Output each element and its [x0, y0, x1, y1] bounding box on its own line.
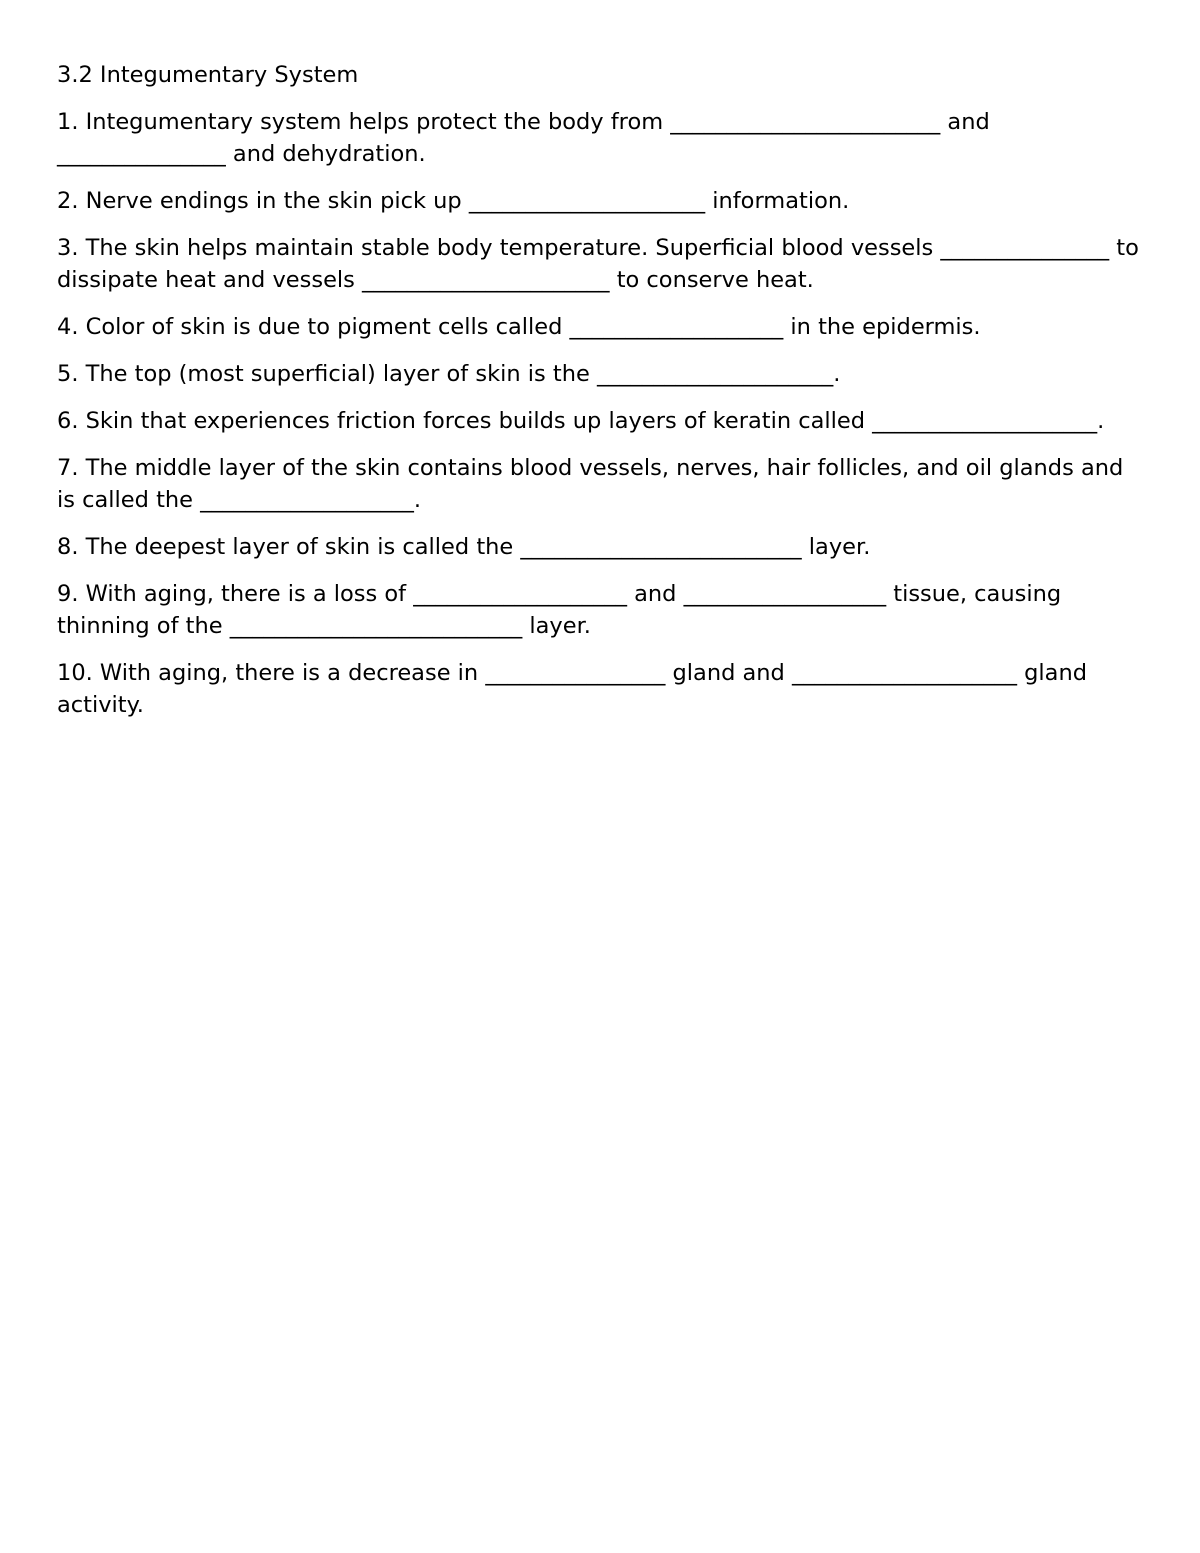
question-1: 1. Integumentary system helps protect the body from ________________________ and _______________ and dehydration.: [57, 109, 997, 167]
question-3: 3. The skin helps maintain stable body temperature. Superficial blood vessels _______________ to dissipate heat and vessels ______________________ to conserve heat.: [57, 235, 1147, 293]
worksheet-title: 3.2 Integumentary System: [57, 62, 359, 88]
question-8: 8. The deepest layer of skin is called the _________________________ layer.: [57, 534, 871, 560]
question-7: 7. The middle layer of the skin contains blood vessels, nerves, hair follicles, and oil glands and is called the ___________________.: [57, 455, 1131, 513]
question-6: 6. Skin that experiences friction forces builds up layers of keratin called ____________________.: [57, 408, 1105, 434]
question-10: 10. With aging, there is a decrease in ________________ gland and ____________________ gland activity.: [57, 660, 1095, 718]
worksheet-page: [57, 59, 1147, 736]
question-5: 5. The top (most superficial) layer of skin is the _____________________.: [57, 361, 841, 387]
question-4: 4. Color of skin is due to pigment cells called ___________________ in the epidermis.: [57, 314, 981, 340]
question-9: 9. With aging, there is a loss of ___________________ and __________________ tissue, causing thinning of the __________________________ layer.: [57, 581, 1069, 639]
question-2: 2. Nerve endings in the skin pick up _____________________ information.: [57, 188, 850, 214]
